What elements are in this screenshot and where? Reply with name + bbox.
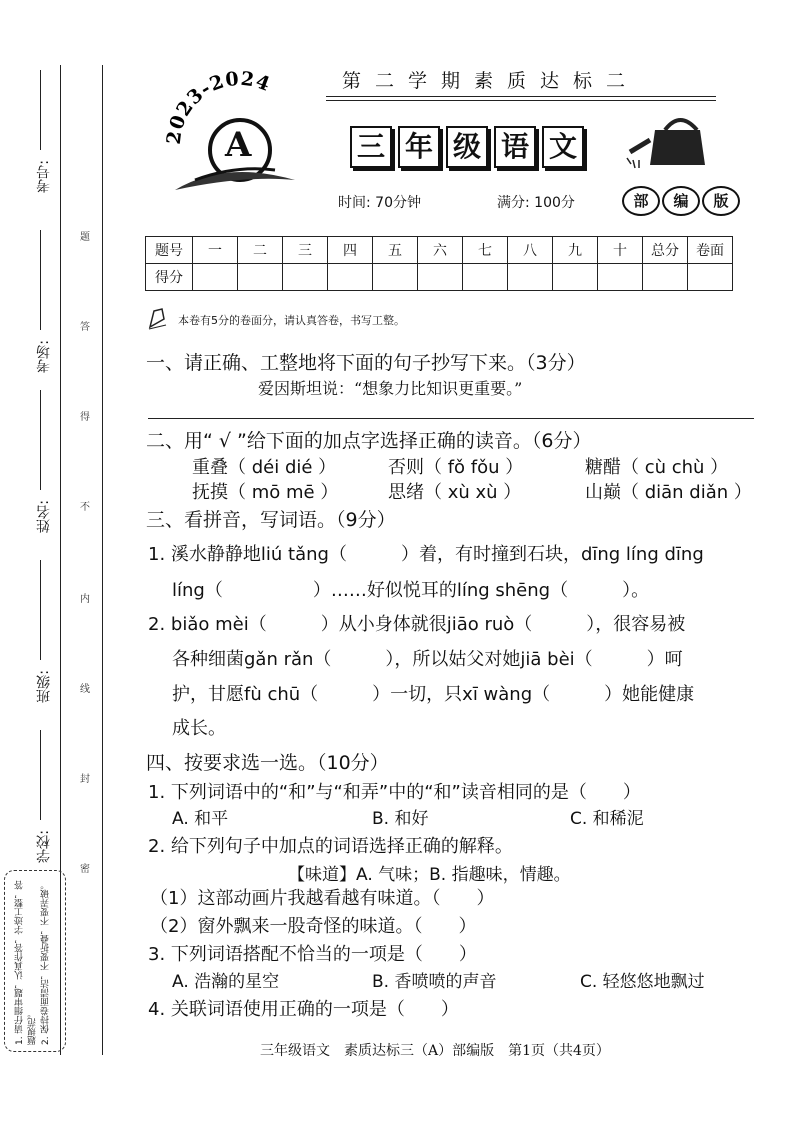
score-input-cell[interactable]: [418, 264, 463, 291]
score-input-cell[interactable]: [283, 264, 328, 291]
score-input-cell[interactable]: [238, 264, 283, 291]
q2-item-3[interactable]: 糖醋（ cù chù ）: [585, 457, 729, 478]
q1-title: 一、请正确、工整地将下面的句子抄写下来。（3分）: [146, 352, 586, 374]
edition-char-3: 版: [702, 186, 740, 216]
score-table-cell: 卷面: [688, 237, 733, 264]
q4-s1[interactable]: 1. 下列词语中的“和”与“和弄”中的“和”读音相同的是（ ）: [148, 782, 641, 803]
class-line: [40, 560, 41, 660]
seal-char-8: 密: [80, 864, 90, 875]
q3-line-5[interactable]: 护，甘愿fù chū（ ）一切，只xī wàng（ ）她能健康: [172, 684, 695, 705]
version-mark: A: [225, 125, 252, 165]
seal-char-4: 不: [80, 502, 90, 513]
top-title-rule: [326, 96, 716, 97]
big-title: [350, 126, 584, 168]
q4-s2-definition: 【味道】A. 气味；B. 指趣味，情趣。: [288, 865, 571, 885]
top-title-rule-2: [326, 100, 716, 101]
exam-number-line: [40, 70, 41, 150]
big-title-char-3: 级: [446, 126, 488, 168]
score-input-cell[interactable]: [373, 264, 418, 291]
logo-year: 2023-2024: [165, 70, 274, 146]
edition-badge: [622, 186, 740, 216]
q4-s4[interactable]: 4. 关联词语使用正确的一项是（ ）: [148, 999, 459, 1020]
school-line: [40, 730, 41, 820]
q4-s1-option-a[interactable]: A. 和平: [172, 809, 229, 829]
seal-char-5: 内: [80, 594, 90, 605]
score-table-score-row: [146, 264, 733, 291]
score-table-cell: 八: [508, 237, 553, 264]
score-input-cell[interactable]: [508, 264, 553, 291]
score-input-cell[interactable]: [598, 264, 643, 291]
svg-text:2023-2024: [165, 70, 274, 146]
score-input-cell[interactable]: [463, 264, 508, 291]
label-class: 班级:: [36, 670, 52, 703]
q1-quote: 爱因斯坦说：“想象力比知识更重要。”: [258, 379, 523, 398]
score-input-cell[interactable]: [553, 264, 598, 291]
q4-title: 四、按要求选一选。（10分）: [146, 752, 389, 774]
exam-full-score: 满分: 100分: [497, 195, 575, 211]
q4-s3-option-a[interactable]: A. 浩瀚的星空: [172, 972, 280, 992]
q1-writing-line[interactable]: [148, 418, 754, 419]
seal-char-3: 得: [80, 412, 90, 423]
pencil-icon: [146, 305, 168, 335]
q4-s2-sentence-2[interactable]: （2）窗外飘来一股奇怪的味道。（ ）: [150, 916, 477, 937]
seal-char-7: 封: [80, 774, 90, 785]
q4-s3[interactable]: 3. 下列词语搭配不恰当的一项是（ ）: [148, 944, 477, 965]
score-table-header-row: [146, 237, 733, 264]
q2-item-2[interactable]: 否则（ fǒ fǒu ）: [388, 457, 524, 478]
q4-s3-option-b[interactable]: B. 香喷喷的声音: [372, 972, 497, 992]
label-school: 学校:: [36, 830, 52, 863]
q2-item-5[interactable]: 思绪（ xù xù ）: [388, 482, 522, 503]
edition-char-2: 编: [662, 186, 700, 216]
q2-item-1[interactable]: 重叠（ déi dié ）: [192, 457, 337, 478]
q3-line-4[interactable]: 各种细菌gǎn rǎn（ ），所以姑父对她jiā bèi（ ）呵: [172, 649, 683, 670]
score-input-cell[interactable]: [688, 264, 733, 291]
q3-title: 三、看拼音，写词语。（9分）: [146, 509, 396, 531]
q4-s1-option-c[interactable]: C. 和稀泥: [570, 809, 644, 829]
page-footer: 三年级语文 素质达标三（A）部编版 第1页（共4页）: [260, 1043, 610, 1059]
name-line: [40, 390, 41, 490]
seal-char-1: 题: [80, 232, 90, 243]
q3-line-1[interactable]: 1. 溪水静静地liú tǎng（ ）着，有时撞到石块，dīng líng dīng: [148, 544, 704, 565]
score-input-cell[interactable]: [643, 264, 688, 291]
score-table-cell: 总分: [643, 237, 688, 264]
score-table-cell: 一: [193, 237, 238, 264]
score-table-cell: 十: [598, 237, 643, 264]
note-text: 本卷有5分的卷面分，请认真答卷，书写工整。: [178, 314, 405, 327]
score-table-cell: 题号: [146, 237, 193, 264]
score-table-cell: 六: [418, 237, 463, 264]
watering-can-icon: [625, 110, 720, 179]
seal-char-2: 答: [80, 322, 90, 333]
score-table-cell: 五: [373, 237, 418, 264]
notice-box: [4, 870, 66, 1052]
top-title: 第二学期素质达标二: [342, 70, 640, 92]
score-table-cell: 得分: [146, 264, 193, 291]
notice-line-2: 2. 保持卷面清洁，不要折叠，不要弄破。: [41, 880, 51, 1045]
score-table-cell: 二: [238, 237, 283, 264]
q4-s1-option-b[interactable]: B. 和好: [372, 809, 429, 829]
q2-item-6[interactable]: 山巅（ diān diǎn ）: [585, 482, 752, 503]
score-table: [145, 236, 733, 291]
q2-title: 二、用“ √ ”给下面的加点字选择正确的读音。（6分）: [146, 430, 592, 452]
q3-line-2[interactable]: líng（ ）……好似悦耳的líng shēng（ ）。: [172, 580, 650, 601]
q4-s3-option-c[interactable]: C. 轻悠悠地飘过: [580, 972, 705, 992]
q3-line-3[interactable]: 2. biǎo mèi（ ）从小身体就很jiāo ruò（ ），很容易被: [148, 614, 686, 635]
q4-s2-sentence-1[interactable]: （1）这部动画片我越看越有味道。（ ）: [150, 888, 495, 909]
label-exam-number: 考号:: [36, 160, 52, 193]
exam-room-line: [40, 230, 41, 330]
label-name: 姓名:: [36, 500, 52, 533]
q4-s2: 2. 给下列句子中加点的词语选择正确的解释。: [148, 836, 513, 857]
exam-time: 时间: 70分钟: [338, 195, 421, 211]
binding-line-2: [102, 65, 103, 1055]
score-table-cell: 四: [328, 237, 373, 264]
q3-line-6: 成长。: [172, 718, 226, 739]
edition-char-1: 部: [622, 186, 660, 216]
score-table-cell: 九: [553, 237, 598, 264]
label-exam-room: 考场:: [36, 340, 52, 373]
score-input-cell[interactable]: [193, 264, 238, 291]
big-title-char-2: 年: [398, 126, 440, 168]
score-table-cell: 三: [283, 237, 328, 264]
q2-item-4[interactable]: 抚摸（ mō mē ）: [192, 482, 339, 503]
big-title-char-4: 语: [494, 126, 536, 168]
seal-char-6: 线: [80, 684, 90, 695]
big-title-char-1: 三: [350, 126, 392, 168]
score-input-cell[interactable]: [328, 264, 373, 291]
big-title-char-5: 文: [542, 126, 584, 168]
notice-line-1: 1. 请仔细审题，认真作答，字迹工整，答题规范。: [15, 880, 38, 1045]
score-table-cell: 七: [463, 237, 508, 264]
